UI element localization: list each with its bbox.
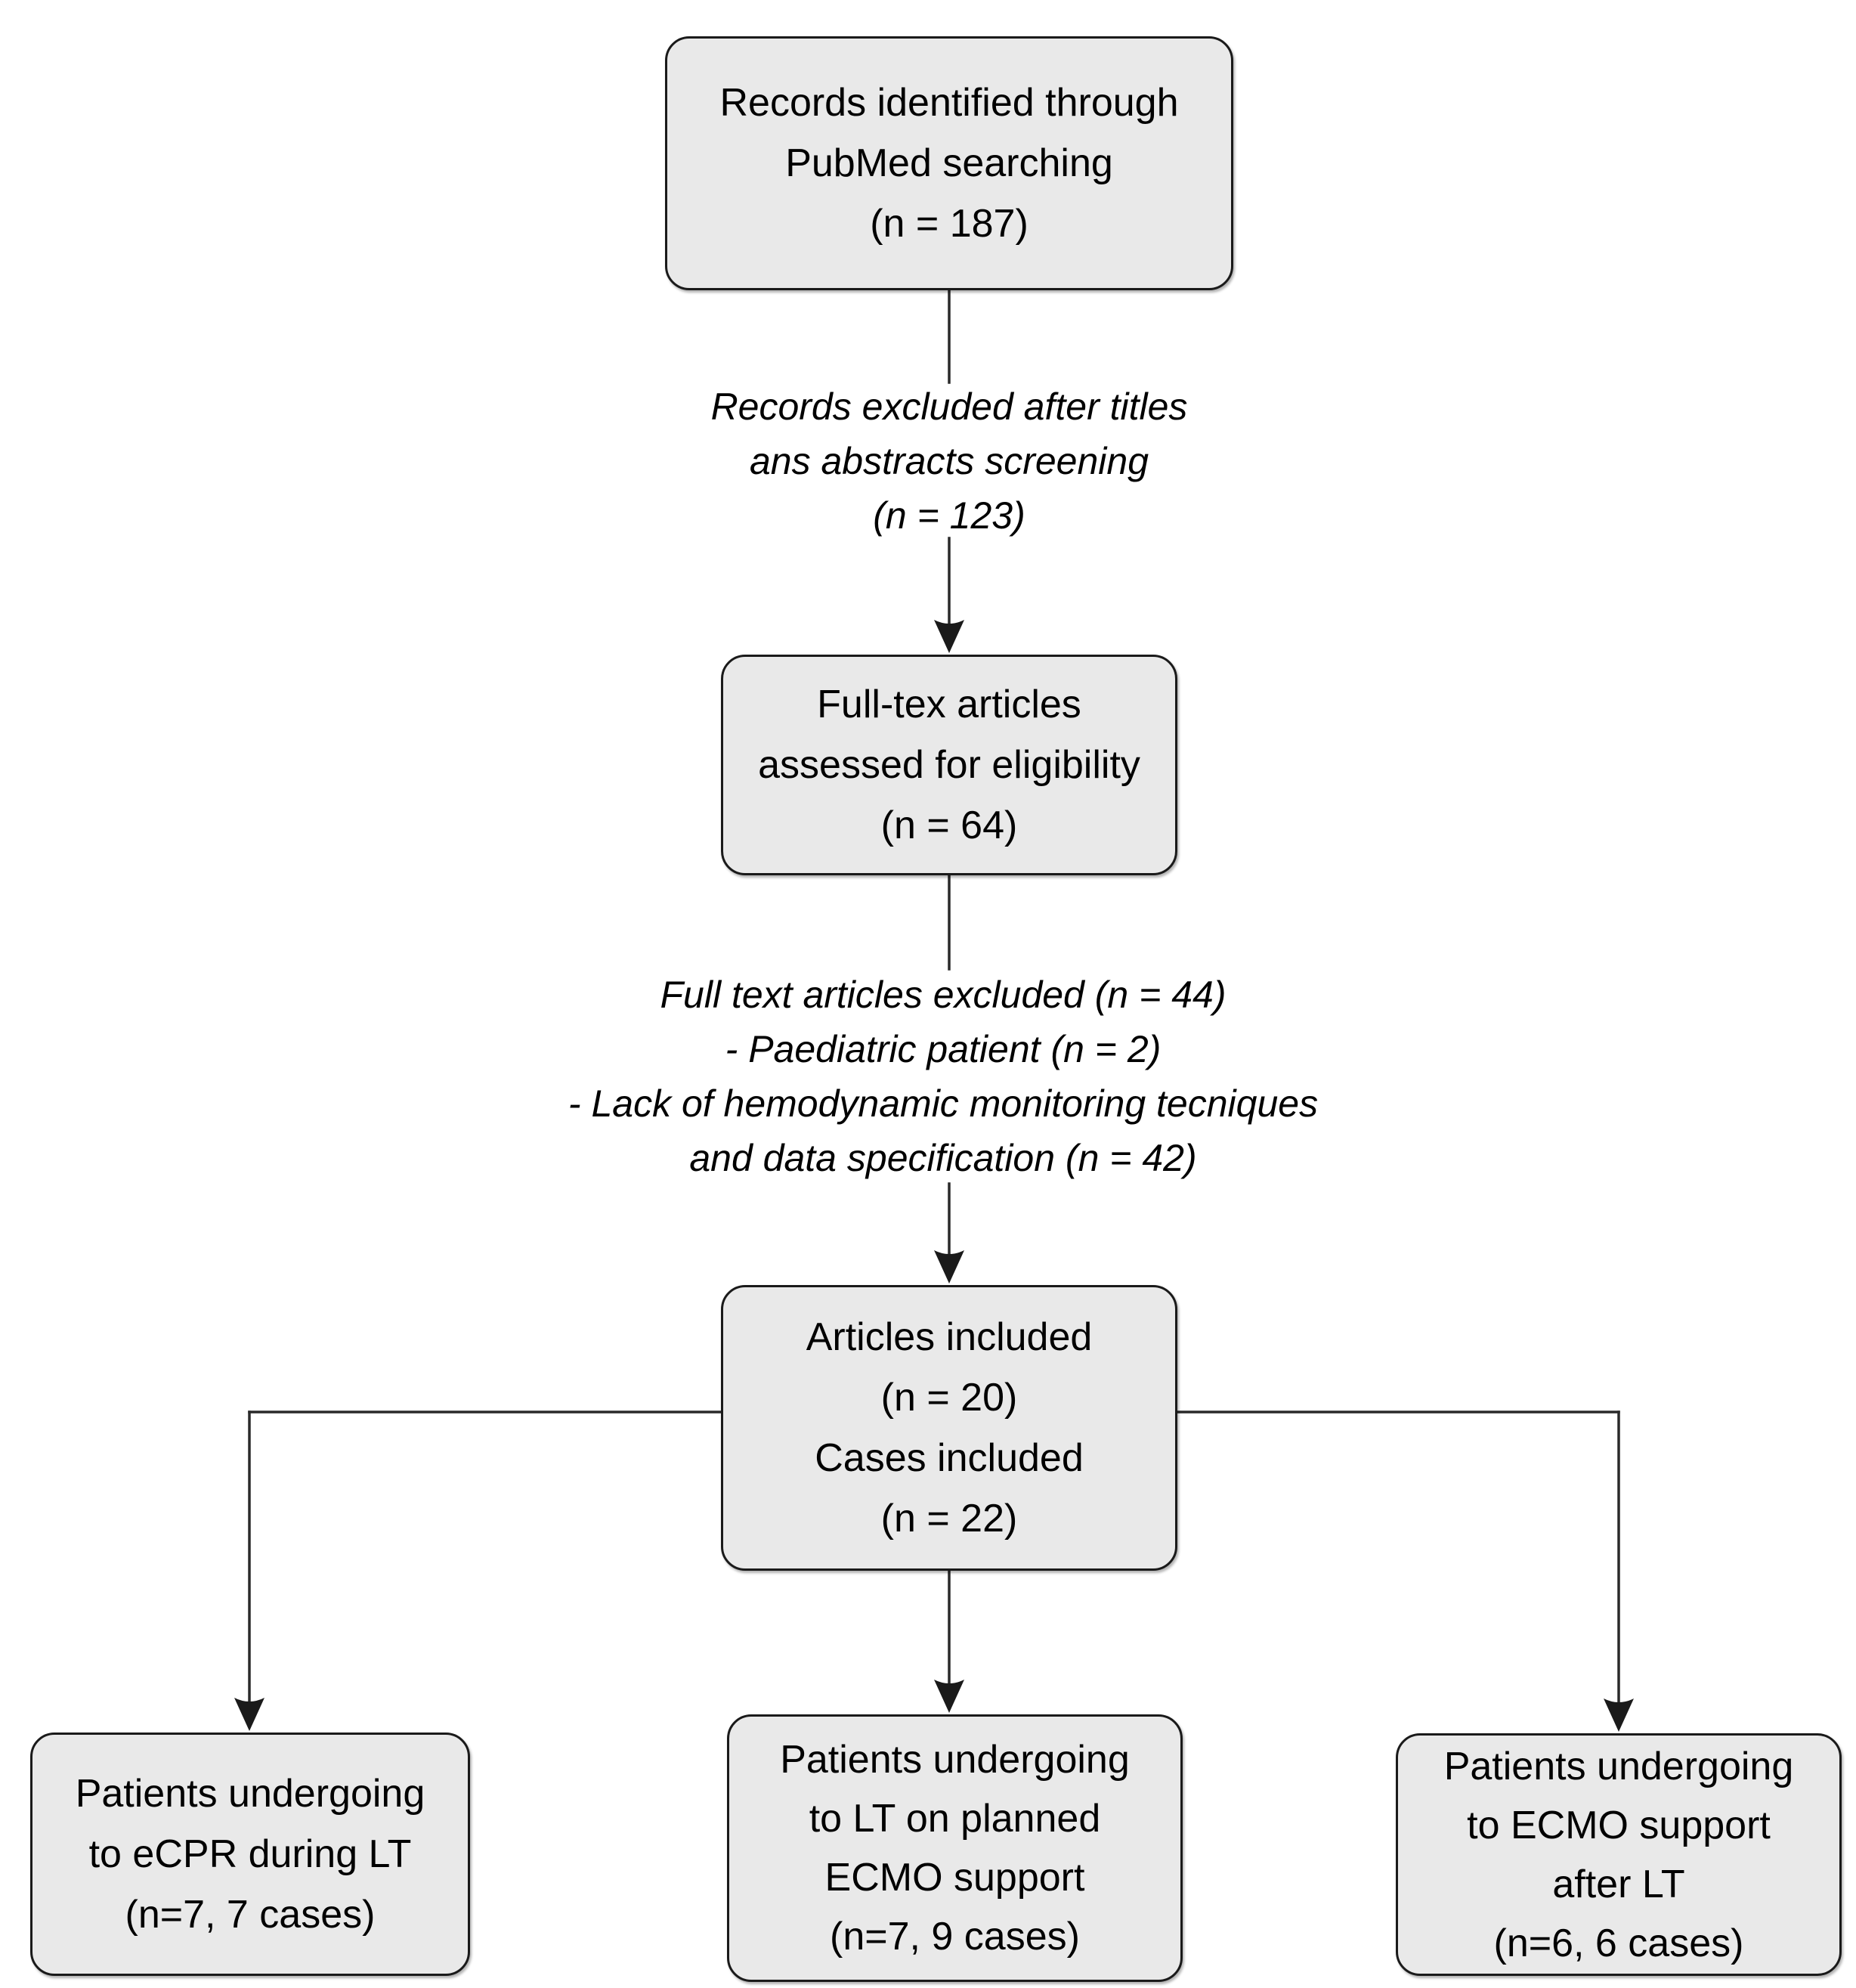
box-lt-planned-ecmo	[727, 1714, 1183, 1982]
text-line: Full text articles excluded (n = 44)	[660, 974, 1227, 1016]
text-line: assessed for eligibility	[758, 743, 1140, 787]
annotation-records-excluded	[420, 379, 1478, 543]
text-line: (n = 20)	[880, 1376, 1018, 1420]
text-line: PubMed searching	[785, 141, 1113, 185]
text-line: (n = 187)	[870, 202, 1029, 246]
arrowhead-planned-ecmo	[934, 1680, 964, 1713]
box-fulltext-assessed	[721, 655, 1177, 875]
arrowhead-ecmo-after	[1604, 1698, 1634, 1732]
annotation-fulltext-excluded	[414, 968, 1472, 1185]
box-ecpr-during-lt	[30, 1733, 470, 1976]
text-line: (n = 22)	[880, 1497, 1018, 1541]
text-line: (n=7, 9 cases)	[830, 1915, 1080, 1959]
text-line: (n = 123)	[873, 494, 1025, 537]
text-line: Records excluded after titles	[710, 386, 1188, 428]
text-line: - Lack of hemodynamic monitoring tecniques	[568, 1082, 1319, 1125]
text-line: and data specification (n = 42)	[689, 1137, 1197, 1179]
text-line: Patients undergoing	[1443, 1744, 1794, 1788]
text-line: ECMO support	[824, 1856, 1085, 1900]
arrowhead-included	[934, 1250, 964, 1284]
text-line: (n=7, 7 cases)	[125, 1893, 376, 1937]
box-records-identified	[665, 36, 1233, 290]
text-line: Records identified through	[719, 81, 1179, 125]
text-line: Full-tex articles	[817, 683, 1081, 726]
text-line: Articles included	[806, 1315, 1093, 1359]
box-ecmo-after-lt	[1396, 1733, 1842, 1976]
arrowhead-assessed	[934, 620, 964, 653]
text-line: Cases included	[815, 1436, 1084, 1480]
arrowhead-ecpr	[234, 1698, 264, 1731]
text-line: to eCPR during LT	[88, 1832, 412, 1876]
text-line: (n=6, 6 cases)	[1493, 1921, 1744, 1965]
text-line: Patients undergoing	[780, 1738, 1130, 1782]
text-line: to LT on planned	[809, 1797, 1101, 1841]
text-line: ans abstracts screening	[749, 440, 1149, 482]
text-line: to ECMO support	[1467, 1803, 1771, 1847]
text-line: - Paediatric patient (n = 2)	[725, 1028, 1162, 1070]
text-line: (n = 64)	[880, 804, 1018, 847]
text-line: Patients undergoing	[75, 1772, 425, 1816]
text-line: after LT	[1552, 1862, 1685, 1906]
box-articles-included	[721, 1285, 1177, 1571]
